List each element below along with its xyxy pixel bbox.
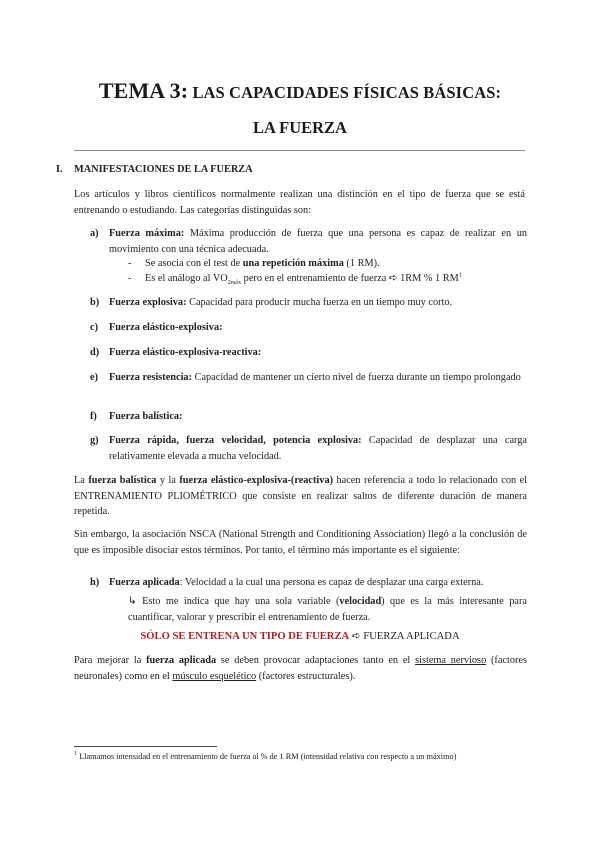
- list-item-b: Fuerza explosiva: Capacidad para producir mucha fuerza en un tiempo muy corto.: [109, 297, 453, 308]
- list-item-d: Fuerza elástico-explosiva-reactiva:: [109, 347, 262, 358]
- arrow-icon: ➪: [349, 631, 364, 642]
- list-label-a: a): [90, 228, 99, 239]
- sub-item-1rm: Se asocia con el test de una repetición máxima (1 RM).: [145, 258, 380, 269]
- plyometric-paragraph: La fuerza balística y la fuerza elástico-explosiva-(reactiva) hacen referencia a todo lo relacionado con el ENTRENAMIENTO PLIOMÉTRICO que consiste en realizar saltos de diferente duración de manera repetida.: [74, 475, 528, 517]
- list-label-b: b): [90, 297, 100, 308]
- list-item-f: Fuerza balística:: [109, 411, 183, 422]
- list-item-a: Fuerza máxima: Máxima producción de fuerza que una persona es capaz de realizar en un movimiento con una técnica adecuada.: [109, 228, 527, 255]
- list-label-c: c): [90, 322, 98, 333]
- title-divider: [74, 150, 525, 151]
- list-label-h: h): [90, 577, 100, 588]
- document-title-line1: [0, 78, 600, 104]
- title-text: LAS CAPACIDADES FÍSICAS BÁSICAS:: [192, 83, 502, 102]
- list-label-d: d): [90, 347, 100, 358]
- title-topic-number: TEMA 3:: [98, 78, 189, 103]
- section-heading: MANIFESTACIONES DE LA FUERZA: [74, 164, 253, 175]
- list-label-f: f): [90, 411, 97, 422]
- bullet-dash: -: [128, 258, 132, 269]
- arrow-icon: ↳: [128, 596, 137, 607]
- list-item-h: Fuerza aplicada: Velocidad a la cual una persona es capaz de desplazar una carga externa.: [109, 577, 484, 588]
- bullet-dash: -: [128, 273, 132, 284]
- list-item-g: Fuerza rápida, fuerza velocidad, potencia explosiva: Capacidad de desplazar una carga relativamente elevada a mucha velocidad.: [109, 435, 527, 462]
- list-label-e: e): [90, 372, 98, 383]
- sub-item-vo2: Es el análogo al $VO_{2máx}$ pero en el entrenamiento de fuerza ➪ 1RM % 1 $RM^1$: [145, 272, 462, 287]
- nsca-paragraph: Sin embargo, la asociación NSCA (National Strength and Conditioning Association) llegó a la conclusión de que es imposible disociar estos términos. Por tanto, el término más importante es el siguiente:: [74, 529, 527, 556]
- document-title-line2: LA FUERZA: [253, 118, 347, 137]
- footnote-divider: [74, 746, 217, 747]
- adaptations-paragraph: Para mejorar la fuerza aplicada se deben provocar adaptaciones tanto en el sistema nervioso (factores neuronales) como en el músculo esquelético (factores estructurales).: [74, 655, 528, 682]
- velocity-note: ↳ Esto me indica que hay una sola variable (velocidad) que es la más interesante para cuantificar, valorar y prescribir el entrenamiento de fuerza.: [128, 596, 527, 623]
- footnote: $^1$ Llamamos intensidad en el entrenamiento de fuerza al % de 1 RM (intensidad relativa con respecto a un máximo): [74, 751, 457, 761]
- intro-paragraph: Los artículos y libros científicos normalmente realizan una distinción en el tipo de fuerza que se está entrenando o estudiando. Las categorías distinguidas son:: [74, 189, 525, 216]
- list-item-e: Fuerza resistencia: Capacidad de mantener un cierto nivel de fuerza durante un tiempo prolongado: [109, 372, 521, 383]
- list-item-c: Fuerza elástico-explosiva:: [109, 322, 223, 333]
- list-label-g: g): [90, 435, 99, 446]
- section-number: I.: [56, 164, 63, 175]
- key-callout: SÓLO SE ENTRENA UN TIPO DE FUERZA ➪ FUERZA APLICADA: [140, 631, 460, 642]
